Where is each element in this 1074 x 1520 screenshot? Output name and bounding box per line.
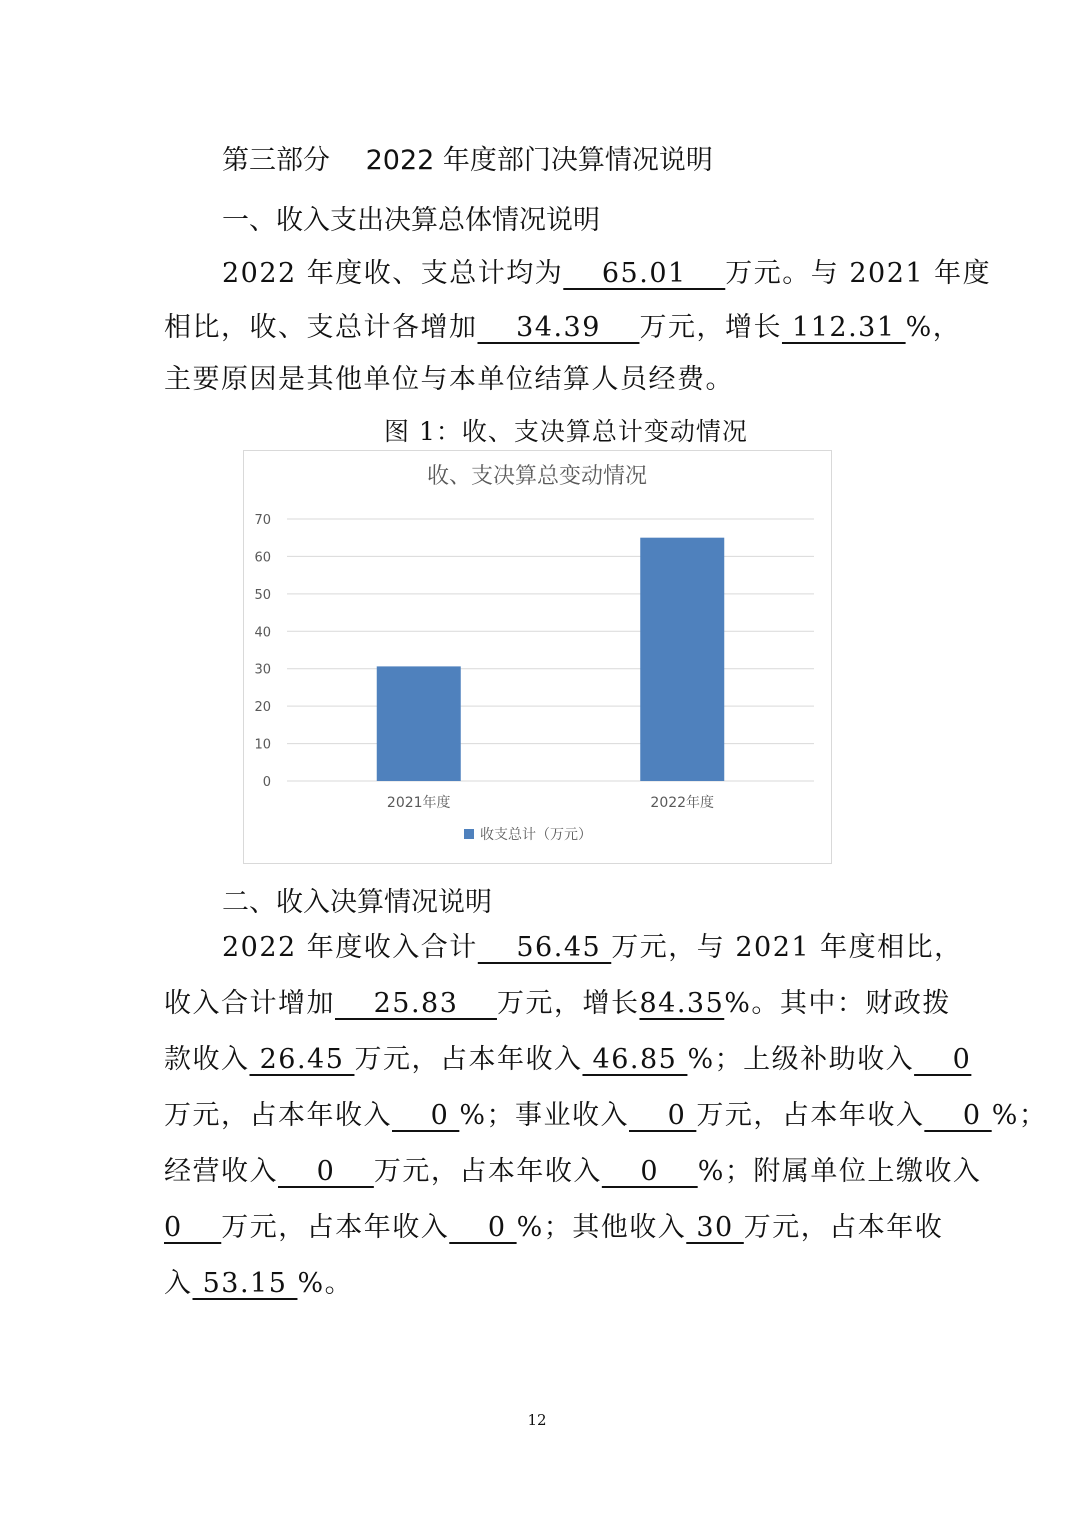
section-2-line-3 (164, 1032, 971, 1088)
bar (377, 666, 461, 781)
section-2-line-2 (164, 976, 951, 1032)
section-1-line-2 (164, 300, 961, 356)
income-increase-value: 25.83 (335, 988, 497, 1019)
affiliate-income-value: 0 (164, 1212, 222, 1243)
total-value: 65.01 (563, 258, 726, 289)
y-tick-label: 40 (254, 625, 271, 641)
bar (640, 538, 724, 781)
y-tick-label: 50 (254, 587, 271, 603)
section-2-line-7 (164, 1256, 353, 1312)
chart-svg (244, 451, 831, 863)
y-tick-label: 0 (262, 775, 271, 790)
text: 款收入 (164, 1044, 250, 1075)
section-2-line-1 (222, 920, 963, 976)
y-tick-label: 20 (254, 700, 271, 716)
business-income-value: 0 (629, 1100, 697, 1131)
growth-rate-value: 112.31 (781, 312, 906, 343)
text: 万元，与 2021 年度相比， (611, 932, 963, 963)
text: %；其他收入 (516, 1212, 687, 1243)
text: 万元，增长 (496, 988, 640, 1019)
figure-caption: 图 1：收、支决算总计变动情况 (384, 417, 748, 446)
fiscal-share-value: 46.85 (582, 1044, 688, 1075)
other-share-value: 53.15 (192, 1268, 298, 1299)
text: %；附属单位上缴收入 (697, 1156, 982, 1187)
text: 万元，占本年收入 (221, 1212, 450, 1243)
part-title: 第三部分 2022 年度部门决算情况说明 (222, 145, 713, 176)
subsidy-income-value: 0 (914, 1044, 972, 1075)
text: 万元，占本年收 (743, 1212, 944, 1243)
text: %； (991, 1100, 1048, 1131)
y-tick-label: 60 (254, 550, 271, 566)
x-tick-label: 2022年度 (650, 795, 715, 811)
text: %。 (297, 1268, 354, 1299)
operating-share-value: 0 (601, 1156, 698, 1187)
text: 2022 年度收、支总计均为 (222, 258, 564, 289)
legend-label: 收支总计（万元） (480, 827, 592, 843)
text: 万元，占本年收入 (373, 1156, 602, 1187)
increase-value: 34.39 (477, 312, 640, 343)
y-tick-label: 30 (254, 662, 271, 678)
section-1-line-1 (222, 246, 991, 302)
other-income-value: 30 (686, 1212, 744, 1243)
bar-chart (243, 450, 832, 864)
text: 万元，占本年收入 (696, 1100, 925, 1131)
section-2-line-5 (164, 1144, 981, 1200)
section-1-line-3: 主要原因是其他单位与本单位结算人员经费。 (164, 364, 734, 395)
text: 万元，占本年收入 (164, 1100, 392, 1131)
text: 经营收入 (164, 1156, 278, 1187)
text: 万元。与 2021 年度 (725, 258, 992, 289)
text: %， (905, 312, 962, 343)
section-1-heading: 一、收入支出决算总体情况说明 (222, 205, 600, 236)
text: 入 (164, 1268, 193, 1299)
section-2-line-4 (164, 1088, 1047, 1144)
subsidy-share-value: 0 (392, 1100, 460, 1131)
fiscal-income-value: 26.45 (249, 1044, 355, 1075)
legend-swatch (464, 829, 474, 839)
text: 相比，收、支总计各增加 (164, 312, 478, 343)
operating-income-value: 0 (278, 1156, 374, 1187)
text: %；上级补助收入 (687, 1044, 915, 1075)
text: 万元，占本年收入 (354, 1044, 583, 1075)
income-total-value: 56.45 (477, 932, 612, 963)
text: %；事业收入 (459, 1100, 629, 1131)
section-2-line-6 (164, 1200, 943, 1256)
y-tick-label: 10 (254, 737, 271, 753)
text: 收入合计增加 (164, 988, 335, 1019)
income-growth-value: 84.35 (639, 988, 725, 1019)
section-2-heading: 二、收入决算情况说明 (222, 887, 492, 918)
business-share-value: 0 (924, 1100, 992, 1131)
text: 万元，增长 (639, 312, 782, 343)
chart-title: 收、支决算总变动情况 (426, 464, 648, 489)
affiliate-share-value: 0 (449, 1212, 517, 1243)
text: 2022 年度收入合计 (222, 932, 478, 963)
page-number: 12 (527, 1411, 547, 1429)
y-tick-label: 70 (254, 513, 271, 528)
x-tick-label: 2021年度 (386, 795, 451, 811)
text: %。其中：财政拨 (724, 988, 951, 1019)
